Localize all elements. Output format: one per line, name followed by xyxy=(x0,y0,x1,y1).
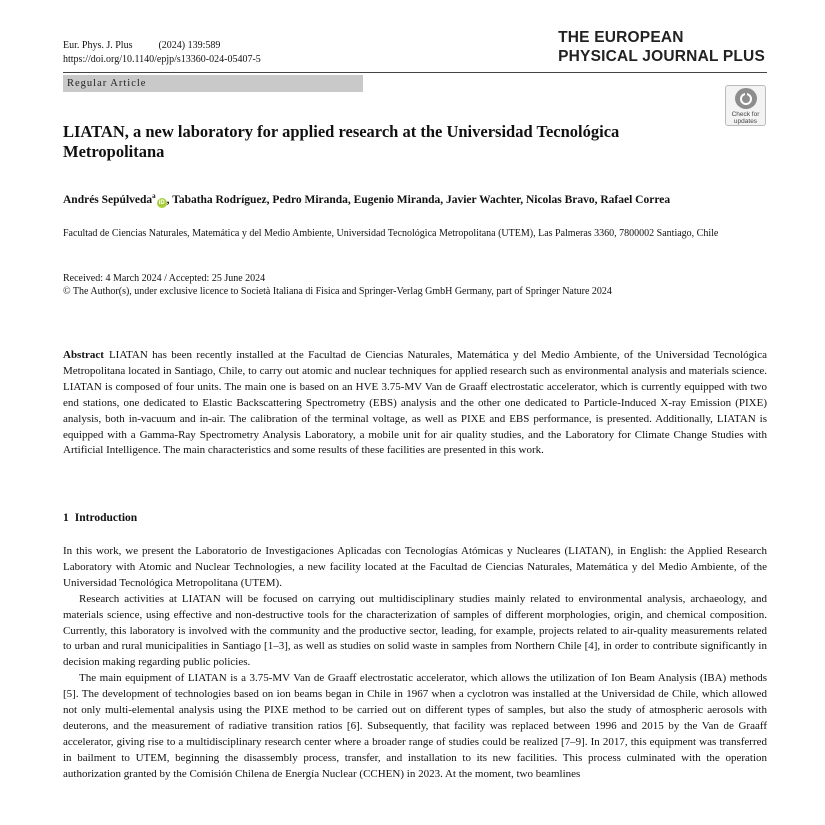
journal-citation xyxy=(63,39,261,67)
copyright-notice: © The Author(s), under exclusive licence to Società Italiana di Fisica and Springer-Verlag GmbH Germany, part of Springer Nature 2024 xyxy=(63,286,612,297)
abstract xyxy=(63,348,767,459)
paragraph: The main equipment of LIATAN is a 3.75-MV Van de Graaff electrostatic accelerator, which allows the utilization of Ion Beam Analysis (IBA) methods [5]. The development of technologies based on ion beams began in Chile in 1967 when a cyclotron was installed at the Universidad de Chile, which allowed not only multi-elemental analysis using the PIXE method to be carried out on different types of samples, but also the study of atmospheric aerosols with deuterons, and the measurement of radiative transition ratios [6]. Subsequently, that facility was replaced between 1996 and 2015 by the Van de Graaff accelerator, giving rise to a multidisciplinary research center where a broader range of studies could be realized [7–9]. In 2017, this equipment was transferred in bailment to UTEM, beginning the disassembly process, transfer, and installation to its new facilities. This process culminated with the operation authorization granted by the Comisión Chilena de Energía Nuclear (CCHEN) in 2023. At the moment, two beamlines xyxy=(63,672,767,780)
section-body xyxy=(63,544,767,783)
other-authors: , Tabatha Rodríguez, Pedro Miranda, Eugenio Miranda, Javier Wachter, Nicolas Bravo, Rafael Correa xyxy=(166,193,671,206)
received-accepted: Received: 4 March 2024 / Accepted: 25 June 2024 xyxy=(63,273,266,284)
section-title: Introduction xyxy=(74,512,138,524)
header-divider xyxy=(63,72,767,73)
abstract-label: Abstract xyxy=(63,349,104,361)
author-list xyxy=(63,188,723,208)
journal-ref: Eur. Phys. J. Plus xyxy=(63,40,133,51)
paragraph: In this work, we present the Laboratorio de Investigaciones Aplicadas con Tecnologías Atómicas y Nucleares (LIATAN), in English: the Applied Research Laboratory with Atomic and Nuclear Technologies, a new facility located at the Facultad de Ciencias Naturales, Matemática y del Medio Ambiente, of the Universidad Tecnológica Metropolitana (UTEM). xyxy=(63,545,767,589)
check-updates-icon xyxy=(735,88,757,109)
check-for-updates-button[interactable] xyxy=(725,85,766,126)
publication-dates xyxy=(63,272,767,298)
doi-link[interactable]: https://doi.org/10.1140/epjp/s13360-024-05407-5 xyxy=(63,54,261,65)
article-type-banner: Regular Article xyxy=(63,75,363,92)
paragraph: Research activities at LIATAN will be focused on carrying out multidisciplinary studies mainly related to environmental analysis, archaeology, and materials science, using effective and non-destructive tools for the characterization of samples of different morphologies, origin, and chemical composition. Currently, this laboratory is involved with the community and the productive sector, leading, for example, projects related to air-quality measurements related to urban and rural municipalities in Santiago [1–3], as well as studies on solid waste in samples from Northern Chile [4], in order to contribute significantly in decision making regarding public policies. xyxy=(63,592,767,669)
journal-logo xyxy=(558,28,765,66)
orcid-icon[interactable]: iD xyxy=(158,199,165,206)
updates-badge-line2: updates xyxy=(733,118,758,125)
journal-logo-line2: PHYSICAL JOURNAL PLUS xyxy=(558,48,765,65)
abstract-text: LIATAN has been recently installed at the Facultad de Ciencias Naturales, Matemática y del Medio Ambiente, of the Universidad Tecnológica Metropolitana located in Santiago, Chile, to carry out atomic and nuclear techniques for applied research such as environmental analysis and materials science. LIATAN is composed of four units. The main one is based on an HVE 3.75-MV Van de Graaff electrostatic accelerator, which is currently equipped with two end stations, one dedicated to Elastic Backscattering Spectrometry (EBS) analysis and the other one dedicated to Particle-Induced X-ray Emission (PIXE) analysis, both in-vacuum and in-air. The calibration of the terminal voltage, as well as PIXE and EBS performance, is presented. Additionally, LIATAN is equipped with a Gamma-Ray Spectrometry Analysis Laboratory, a mobile unit for air quality studies, and the Laboratory for Climate Change Studies with Artificial Intelligence. The main characteristics and some results of these facilities are presented in this work. xyxy=(63,349,767,457)
updates-badge-line1: Check for xyxy=(731,111,760,118)
article-title: LIATAN, a new laboratory for applied research at the Universidad Tecnológica Metropolitana xyxy=(63,122,620,161)
affiliation: Facultad de Ciencias Naturales, Matemática y del Medio Ambiente, Universidad Tecnológica Metropolitana (UTEM), Las Palmeras 3360, 7800002 Santiago, Chile xyxy=(63,228,719,239)
journal-year-volume: (2024) 139:589 xyxy=(158,40,221,51)
first-author-sup: a xyxy=(152,192,156,200)
journal-logo-line1: THE EUROPEAN xyxy=(558,29,684,46)
first-author[interactable]: Andrés Sepúlveda xyxy=(63,193,153,206)
section-heading xyxy=(63,512,137,524)
section-number: 1 xyxy=(63,512,69,524)
